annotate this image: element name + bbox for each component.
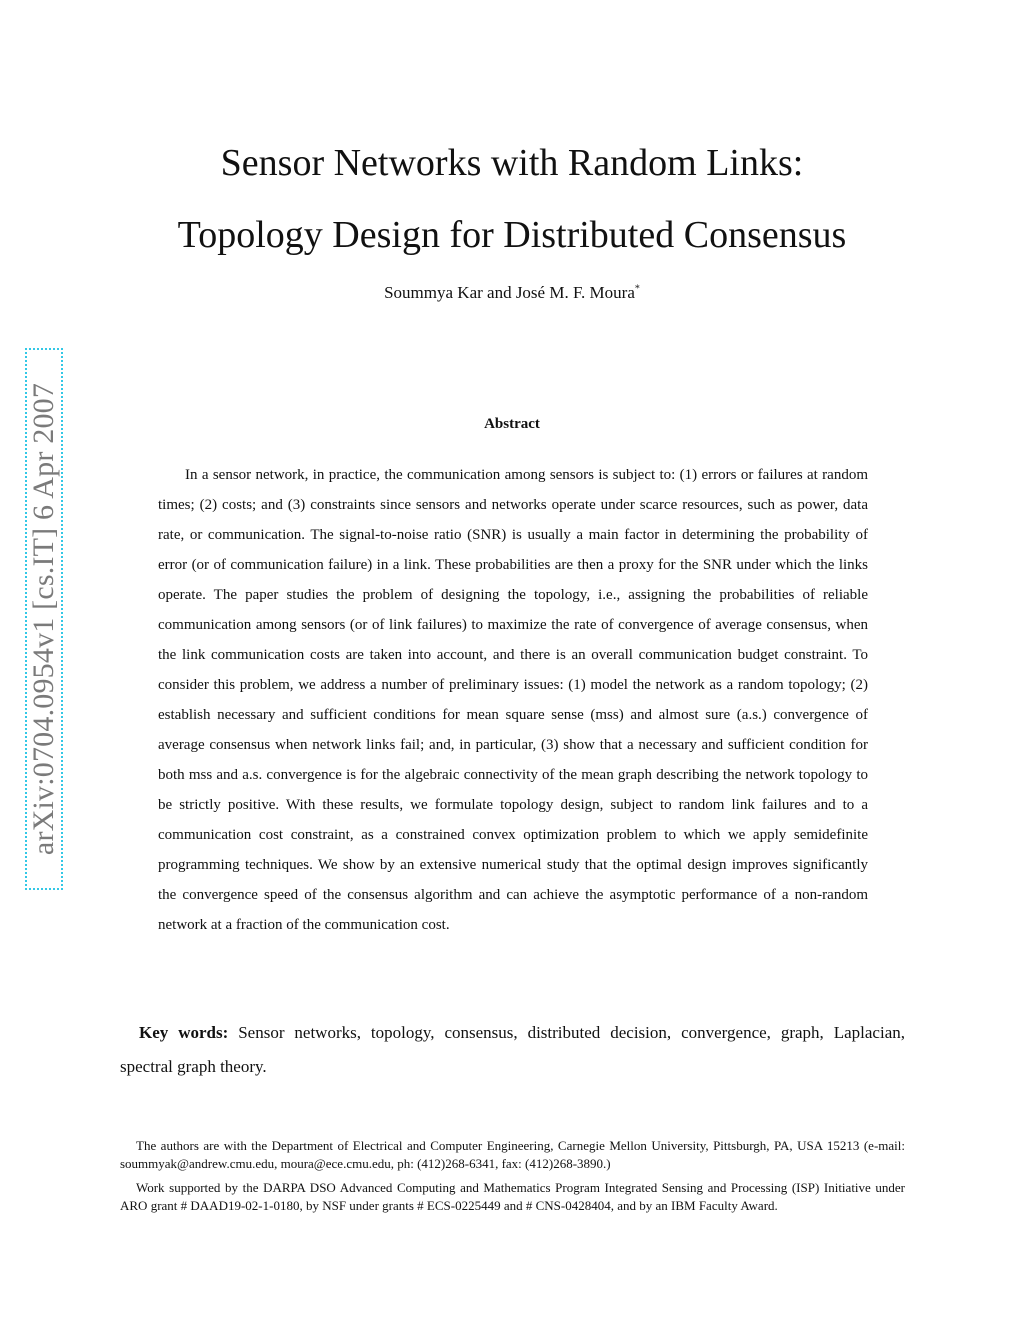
paper-title	[0, 127, 1024, 271]
footnote-funding: Work supported by the DARPA DSO Advanced Computing and Mathematics Program Integrated Sensing and Processing (ISP) Initiative under ARO grant # DAAD19-02-1-0180, by NSF under grants # ECS-0225449 and # CNS-0428404, and by an IBM Faculty Award.	[120, 1180, 905, 1213]
abstract-body: In a sensor network, in practice, the communication among sensors is subject to: (1) errors or failures at random times; (2) costs; and (3) constraints since sensors and networks operate under scarce resources, such as power, data rate, or communication. The signal-to-noise ratio (SNR) is usually a main factor in determining the probability of error (or of communication failure) in a link. These probabilities are then a proxy for the SNR under which the links operate. The paper studies the problem of designing the topology, i.e., assigning the probabilities of reliable communication among sensors (or of link failures) to maximize the rate of convergence of average consensus, when the link communication costs are taken into account, and there is an overall communication budget constraint. To consider this problem, we address a number of preliminary issues: (1) model the network as a random topology; (2) establish necessary and sufficient conditions for mean square sense (mss) and almost sure (a.s.) convergence of average consensus when network links fail; and, in particular, (3) show that a necessary and sufficient condition for both mss and a.s. convergence is for the algebraic connectivity of the mean graph describing the network topology to be strictly positive. With these results, we formulate topology design, subject to random link failures and to a communication cost constraint, as a constrained convex optimization problem to which we apply semidefinite programming techniques. We show by an extensive numerical study that the optimal design improves significantly the convergence speed of the consensus algorithm and can achieve the asymptotic performance of a non-random network at a fraction of the communication cost.	[158, 467, 868, 933]
abstract-heading: Abstract	[484, 416, 540, 432]
author-footnote-mark: *	[634, 283, 640, 295]
keywords-label: Key words:	[139, 1023, 229, 1042]
author-names: Soummya Kar and José M. F. Moura	[384, 283, 635, 302]
title-line-2: Topology Design for Distributed Consensus	[177, 214, 847, 256]
arxiv-identifier: arXiv:0704.0954v1 [cs.IT] 6 Apr 2007	[27, 382, 60, 856]
footnote-affiliation: The authors are with the Department of Electrical and Computer Engineering, Carnegie Mellon University, Pittsburgh, PA, USA 15213 (e-mail: soummyak@andrew.cmu.edu, moura@ece.cmu.edu, ph: (412)268-6341, fax: (412)268-3890.)	[120, 1138, 905, 1171]
title-line-1: Sensor Networks with Random Links:	[220, 142, 804, 184]
keywords	[120, 1016, 905, 1084]
footnotes	[120, 1137, 905, 1221]
author-list	[0, 283, 1024, 303]
keywords-text: Sensor networks, topology, consensus, distributed decision, convergence, graph, Laplacian, spectral graph theory.	[120, 1023, 905, 1076]
